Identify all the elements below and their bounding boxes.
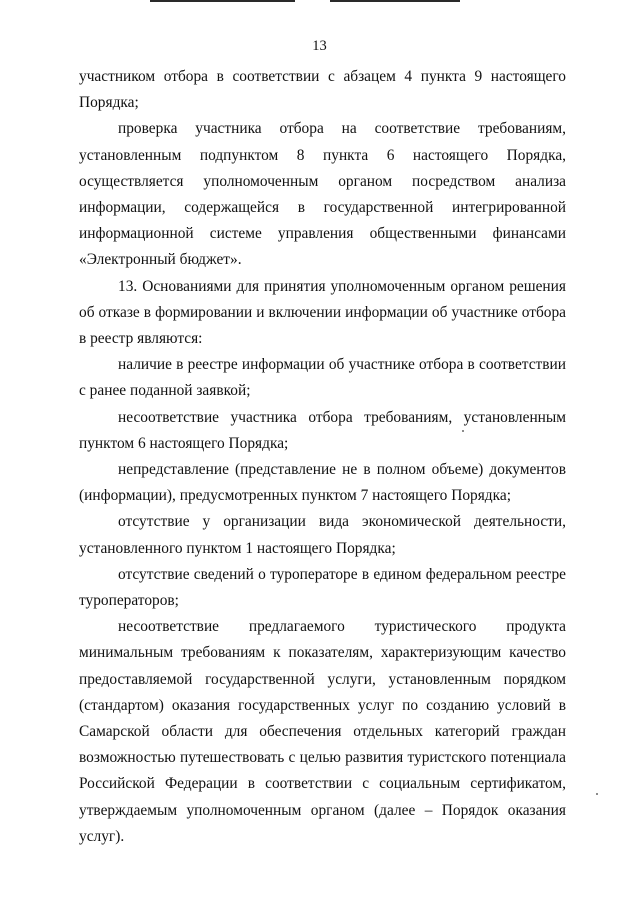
paragraph-activity-type-missing: отсутствие у организации вида экономической деятельности, установленного пунктом 1 настоящего Порядка; [79,513,566,557]
document-body [79,64,566,850]
paragraph-section-13: 13. Основаниями для принятия уполномоченным органом решения об отказе в формировании и включении информации об участнике отбора в реестр являются: [79,277,566,348]
scan-speck [462,430,464,432]
paragraph-registry-duplicate: наличие в реестре информации об участнике отбора в соответствии с ранее поданной заявкой; [79,356,566,400]
paragraph-continuation: участником отбора в соответствии с абзацем 4 пункта 9 настоящего Порядка; [79,68,566,112]
paragraph-documents-missing: непредставление (представление не в полном объеме) документов (информации), предусмотренных пунктом 7 настоящего Порядка; [79,461,566,505]
top-scan-line-left [150,0,295,2]
paragraph-verification: проверка участника отбора на соответствие требованиям, установленным подпунктом 8 пункта 6 настоящего Порядка, осуществляется уполномоченным органом посредством анализа информации, содержащейся в государственной интегрированной информационной системе управления общественными финансами «Электронный бюджет». [79,120,566,269]
page-number: 13 [312,38,327,54]
scan-speck [596,793,598,795]
top-scan-line-right [330,0,460,2]
paragraph-requirements-mismatch: несоответствие участника отбора требованиям, установленным пунктом 6 настоящего Порядка; [79,408,566,452]
paragraph-product-mismatch: несоответствие предлагаемого туристического продукта минимальным требованиям к показателям, характеризующим качество предоставляемой государственной услуги, установленным порядком (стандартом) оказания государственных услуг по созданию условий в Самарской области для обеспечения отдельных категорий граждан возможностью путешествовать с целью развития туристского потенциала Российской Федерации в соответствии с социальным сертификатом, утверждаемым уполномоченным органом (далее – Порядок оказания услуг). [79,618,566,845]
paragraph-tour-operator-missing: отсутствие сведений о туроператоре в едином федеральном реестре туроператоров; [79,565,566,610]
